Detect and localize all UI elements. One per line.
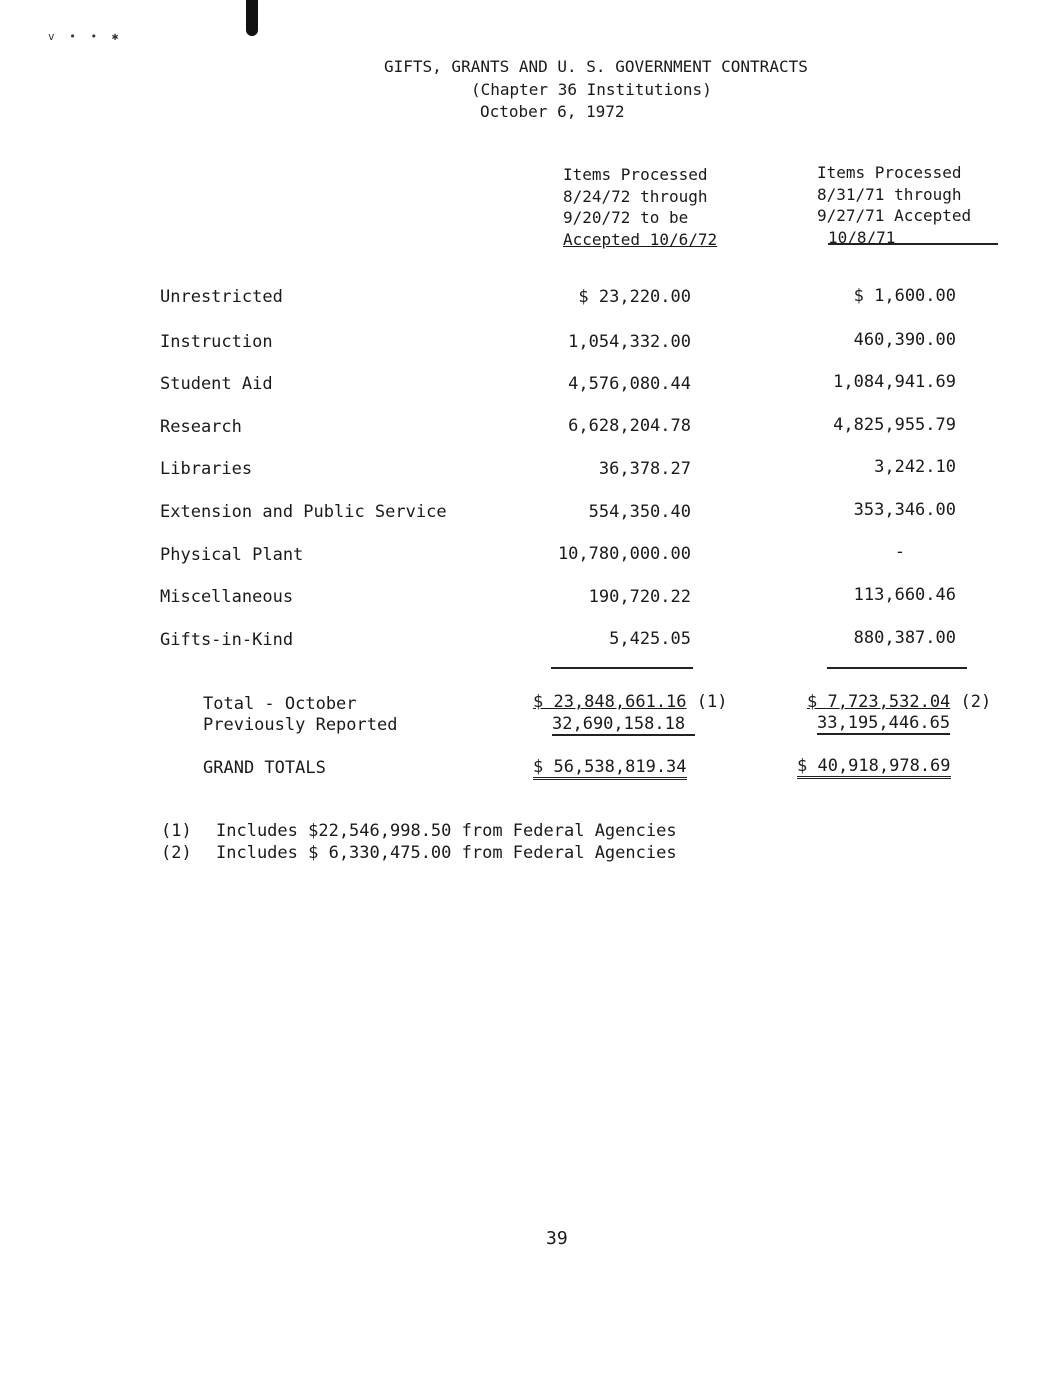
total-prior-value: $ 7,723,532.04: [807, 692, 951, 712]
column-header-line: Accepted 10/6/72: [563, 229, 718, 249]
column-header-prior: [817, 162, 971, 248]
row-value-current: $ 23,220.00: [578, 287, 691, 307]
subtotal-rule-current: [551, 667, 693, 669]
row-value-prior: 3,242.10: [874, 457, 956, 477]
row-value-current: 1,054,332.00: [568, 332, 691, 352]
row-value-prior: 880,387.00: [853, 628, 956, 648]
row-label: Student Aid: [160, 374, 273, 394]
total-current-value: $ 23,848,661.16: [533, 692, 687, 712]
row-value-prior: 1,084,941.69: [833, 372, 956, 392]
footnote-ref-1: (1): [696, 692, 728, 712]
document-date: October 6, 1972: [480, 102, 625, 121]
corner-marks: v • • ✱: [48, 30, 123, 43]
document-subtitle: (Chapter 36 Institutions): [471, 80, 712, 99]
row-label: Physical Plant: [160, 545, 304, 565]
row-value-prior: $ 1,600.00: [853, 286, 956, 306]
row-label: Research: [160, 417, 242, 437]
document-title: GIFTS, GRANTS AND U. S. GOVERNMENT CONTRACTS: [384, 57, 808, 76]
row-value-prior: 460,390.00: [853, 330, 956, 350]
row-value-current: 4,576,080.44: [568, 374, 691, 394]
row-value-prior: -: [894, 542, 905, 562]
row-value-current: 5,425.05: [609, 629, 691, 649]
total-october-current: [533, 692, 728, 712]
column-header-line: 10/8/71: [828, 227, 896, 247]
total-october-label: Total - October: [203, 694, 357, 714]
column-header-rule: [828, 243, 998, 245]
column-header-line: 8/24/72 through: [563, 186, 708, 206]
previously-reported-prior: 33,195,446.65: [817, 713, 951, 733]
grand-totals-label: GRAND TOTALS: [203, 758, 326, 778]
row-label: Unrestricted: [160, 287, 283, 307]
row-value-prior: 353,346.00: [853, 500, 956, 520]
grand-total-current: $ 56,538,819.34: [533, 757, 687, 780]
column-header-current: [563, 164, 717, 250]
column-header-line: 8/31/71 through: [817, 184, 962, 204]
footnote-text: Includes $ 6,330,475.00 from Federal Agencies: [216, 843, 677, 863]
column-header-line: 9/27/71 Accepted: [817, 206, 972, 225]
row-label: Instruction: [160, 332, 273, 352]
column-header-line: 9/20/72 to be: [563, 208, 689, 227]
ink-blot: [246, 0, 258, 36]
footnote-text: Includes $22,546,998.50 from Federal Agencies: [216, 821, 677, 841]
total-october-prior: [807, 692, 991, 712]
grand-total-prior: $ 40,918,978.69: [797, 756, 951, 779]
footnote-ref-2: (2): [960, 692, 992, 712]
row-label: Gifts-in-Kind: [160, 630, 294, 650]
row-value-current: 36,378.27: [598, 459, 691, 479]
footnote-number: (2): [161, 843, 192, 863]
row-value-current: 10,780,000.00: [557, 544, 691, 564]
page-number: 39: [546, 1228, 568, 1249]
row-value-current: 6,628,204.78: [568, 416, 691, 436]
previously-reported-current: 32,690,158.18: [552, 714, 695, 736]
row-label: Libraries: [160, 459, 253, 479]
row-value-prior: 113,660.46: [853, 585, 956, 605]
row-value-current: 554,350.40: [588, 502, 691, 522]
previously-reported-label: Previously Reported: [203, 715, 398, 735]
row-label: Extension and Public Service: [160, 502, 447, 522]
footnote-number: (1): [161, 821, 192, 841]
column-header-line: Items Processed: [563, 165, 708, 184]
subtotal-rule-prior: [827, 667, 967, 669]
row-value-prior: 4,825,955.79: [833, 415, 956, 435]
row-value-current: 190,720.22: [588, 587, 691, 607]
row-label: Miscellaneous: [160, 587, 294, 607]
column-header-line: Items Processed: [817, 163, 962, 182]
